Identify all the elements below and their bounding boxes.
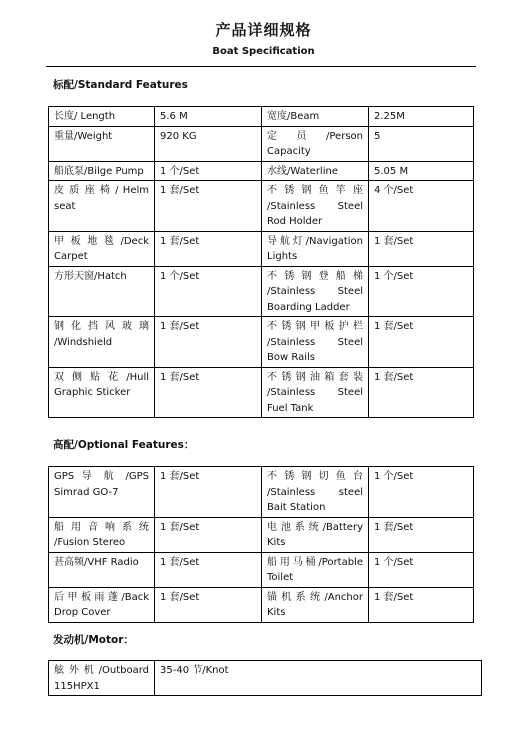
table-cell: 1 套/Set <box>369 587 474 622</box>
table-cell: 5 <box>369 126 474 161</box>
table-cell: 船 用 音 响 系 统 /Fusion Stereo <box>49 517 155 552</box>
table-cell: 锚机系统/Anchor Kits <box>262 587 369 622</box>
table-row <box>49 231 474 266</box>
table-cell: 甚高频/VHF Radio <box>49 552 155 587</box>
table-row <box>49 161 474 181</box>
table-cell: 35-40 节/Knot <box>155 661 482 696</box>
table-row <box>49 661 482 696</box>
table-cell: 1 套/Set <box>155 317 262 368</box>
table-cell: 1 个/Set <box>369 552 474 587</box>
standard-features-heading: 标配/Standard Features <box>53 79 188 91</box>
table-cell: 1 套/Set <box>155 517 262 552</box>
table-cell: 方形天窗/Hatch <box>49 266 155 317</box>
table-cell: 不锈钢油箱套装 /Stainless Steel Fuel Tank <box>262 367 369 418</box>
table-row <box>49 552 474 587</box>
table-row <box>49 181 474 232</box>
motor-heading: 发动机/Motor： <box>53 634 134 646</box>
table-cell: 甲 板 地 毯 /Deck Carpet <box>49 231 155 266</box>
table-row <box>49 467 474 518</box>
table-cell: 后 甲 板 雨 蓬 /Back Drop Cover <box>49 587 155 622</box>
table-cell: 双 侧 贴 花 /Hull Graphic Sticker <box>49 367 155 418</box>
table-cell: 不 锈 钢 鱼 竿 座 /Stainless Steel Rod Holder <box>262 181 369 232</box>
table-cell: 不 锈 钢 登 船 梯 /Stainless Steel Boarding Ladder <box>262 266 369 317</box>
table-cell: 1 套/Set <box>155 367 262 418</box>
table-row <box>49 367 474 418</box>
table-cell: 宽度/Beam <box>262 107 369 127</box>
table-cell: 2.25M <box>369 107 474 127</box>
table-cell: 1 套/Set <box>369 367 474 418</box>
table-cell: 1 个/Set <box>155 266 262 317</box>
table-cell: 水线/Waterline <box>262 161 369 181</box>
table-cell: 船用马桶/Portable Toilet <box>262 552 369 587</box>
optional-features-heading: 高配/Optional Features： <box>53 439 195 451</box>
table-row <box>49 107 474 127</box>
table-cell: 重量/Weight <box>49 126 155 161</box>
table-cell: 船底泵/Bilge Pump <box>49 161 155 181</box>
table-cell: 不锈钢甲板护栏 /Stainless Steel Bow Rails <box>262 317 369 368</box>
table-cell: 5.6 M <box>155 107 262 127</box>
table-cell: 1 个/Set <box>369 467 474 518</box>
table-cell: 1 套/Set <box>155 552 262 587</box>
table-row <box>49 317 474 368</box>
page-subtitle: Boat Specification <box>212 46 315 57</box>
standard-features-table <box>48 106 474 418</box>
page-title: 产品详细规格 <box>215 21 312 39</box>
top-divider <box>46 66 476 67</box>
motor-table <box>48 660 482 696</box>
table-cell: 舷 外 机 /Outboard 115HPX1 <box>49 661 155 696</box>
table-row <box>49 517 474 552</box>
table-cell: GPS 导 航 /GPS Simrad GO-7 <box>49 467 155 518</box>
table-cell: 钢 化 挡 风 玻 璃 /Windshield <box>49 317 155 368</box>
table-cell: 1 个/Set <box>155 161 262 181</box>
table-cell: 1 套/Set <box>155 181 262 232</box>
table-cell: 长度/ Length <box>49 107 155 127</box>
table-cell: 1 个/Set <box>369 266 474 317</box>
table-cell: 1 套/Set <box>369 317 474 368</box>
table-cell: 4 个/Set <box>369 181 474 232</box>
optional-features-table <box>48 466 474 623</box>
table-row <box>49 266 474 317</box>
table-cell: 1 套/Set <box>155 467 262 518</box>
table-row <box>49 126 474 161</box>
table-cell: 导航灯/Navigation Lights <box>262 231 369 266</box>
table-cell: 920 KG <box>155 126 262 161</box>
table-cell: 1 套/Set <box>369 517 474 552</box>
table-cell: 1 套/Set <box>155 587 262 622</box>
table-cell: 1 套/Set <box>155 231 262 266</box>
table-cell: 不 锈 钢 切 鱼 台 /Stainless steel Bait Station <box>262 467 369 518</box>
table-cell: 皮 质 座 椅 / Helm seat <box>49 181 155 232</box>
table-cell: 1 套/Set <box>369 231 474 266</box>
table-cell: 电池系统/Battery Kits <box>262 517 369 552</box>
table-cell: 5.05 M <box>369 161 474 181</box>
table-row <box>49 587 474 622</box>
table-cell: 定 员 /Person Capacity <box>262 126 369 161</box>
